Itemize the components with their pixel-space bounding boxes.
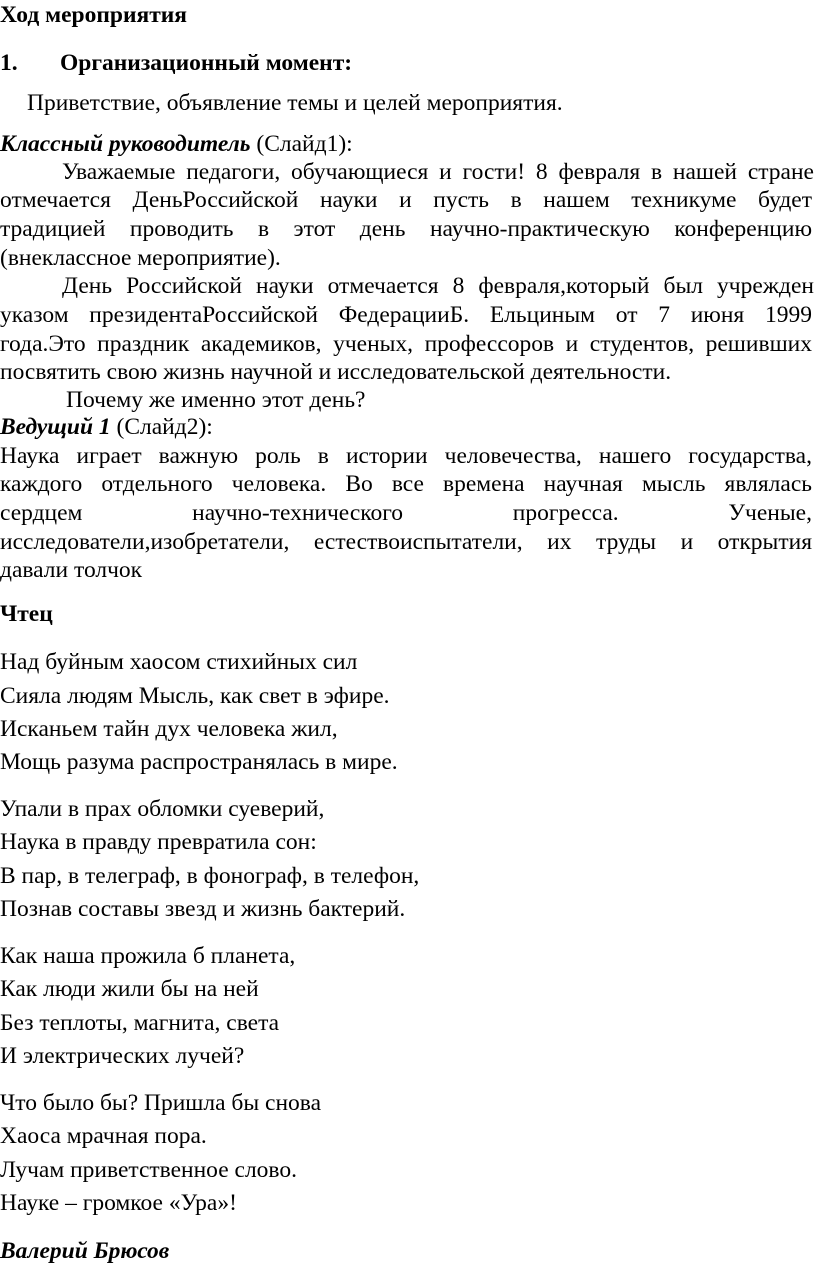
host-word: научно-технического [192, 500, 404, 526]
host-slide: (Слайд2): [116, 414, 213, 440]
host-word: прогресса. [512, 500, 619, 526]
poem-line: Мощь разума распространялась в мире. [0, 749, 398, 775]
teacher-p1-line: отмечается ДеньРоссийской науки и пусть в нашем техникуме будет [0, 187, 812, 213]
teacher-p2-line: День Российской науки отмечается 8 февраля,который был учрежден [62, 273, 814, 299]
poem-line: Лучам приветственное слово. [0, 1157, 297, 1183]
teacher-p1-line: традицией проводить в этот день научно-практическую конференцию [0, 216, 812, 242]
teacher-question: Почему же именно этот день? [66, 387, 366, 413]
teacher-p2-line: года.Это праздник академиков, ученых, профессоров и студентов, решивших [0, 331, 812, 357]
section-title: Организационный момент: [60, 50, 353, 76]
poem-line: Как наша прожила б планета, [0, 943, 296, 969]
poem-line: Исканьем тайн дух человека жил, [0, 716, 338, 742]
host-speaker-line [0, 416, 213, 440]
host-line: каждого отдельного человека. Во все времена научная мысль являлась [0, 471, 812, 497]
host-line: давали толчок [0, 557, 143, 583]
teacher-p2-line: посвятить свою жизнь научной и исследовательской деятельности. [0, 359, 672, 385]
teacher-p1-line: Уважаемые педагоги, обучающиеся и гости! 8 февраля в нашей стране [62, 159, 814, 185]
host-line: исследователи,изобретатели, естествоиспытатели, их труды и открытия [0, 529, 812, 555]
section-number: 1. [0, 50, 18, 76]
teacher-speaker: Классный руководитель [0, 131, 251, 157]
host-word: Ученые, [728, 500, 812, 526]
poem-line: Наука в правду превратила сон: [0, 829, 317, 855]
teacher-p2-line: указом президентаРоссийской ФедерацииБ. Ельциным от 7 июня 1999 [0, 302, 812, 328]
poem-author: Валерий Брюсов [0, 1238, 170, 1264]
teacher-p1-line: (внеклассное мероприятие). [0, 245, 281, 271]
host-word: сердцем [0, 500, 83, 526]
host-line: Наука играет важную роль в истории человечества, нашего государства, [0, 443, 812, 469]
section-heading [0, 52, 352, 76]
teacher-speaker-line [0, 133, 353, 157]
poem-line: Сияла людям Мысль, как свет в эфире. [0, 683, 390, 709]
poem-line: Науке – громкое «Ура»! [0, 1190, 237, 1216]
page-title: Ход мероприятия [0, 2, 188, 28]
host-line [0, 502, 812, 526]
teacher-slide: (Слайд1): [256, 131, 353, 157]
poem-line: Как люди жили бы на ней [0, 976, 259, 1002]
poem-line: Хаоса мрачная пора. [0, 1123, 207, 1149]
host-speaker: Ведущий 1 [0, 414, 111, 440]
poem-line: Упали в прах обломки суеверий, [0, 796, 325, 822]
reader-label: Чтец [0, 601, 53, 627]
greeting-line: Приветствие, объявление темы и целей мероприятия. [27, 90, 563, 116]
poem-line: Познав составы звезд и жизнь бактерий. [0, 896, 406, 922]
poem-line: Над буйным хаосом стихийных сил [0, 649, 358, 675]
poem-line: Что было бы? Пришла бы снова [0, 1090, 322, 1116]
poem-line: И электрических лучей? [0, 1043, 245, 1069]
poem-line: В пар, в телеграф, в фонограф, в телефон, [0, 863, 420, 889]
poem-line: Без теплоты, магнита, света [0, 1010, 280, 1036]
